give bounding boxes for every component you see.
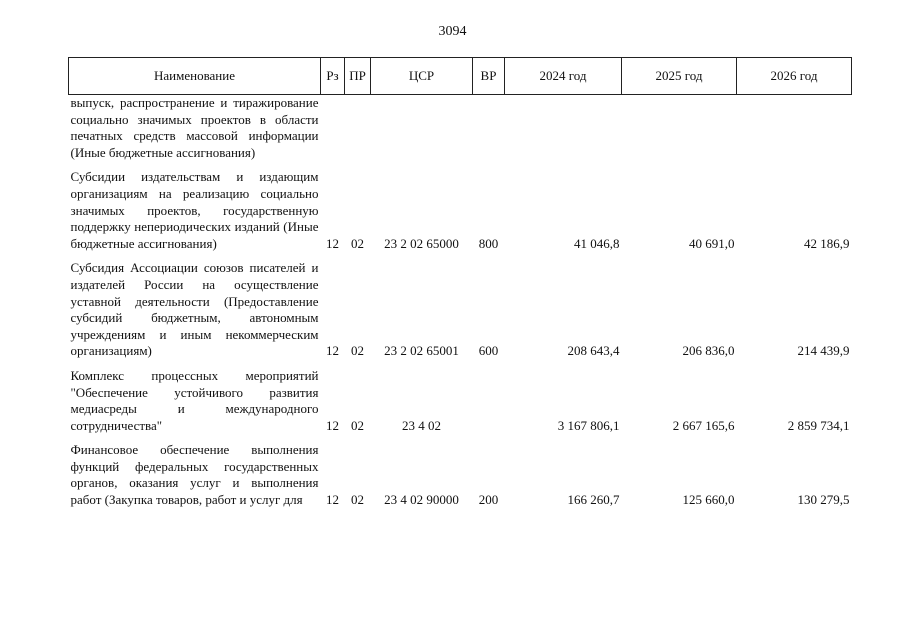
row-vr: 200 (478, 492, 499, 508)
row-2024 (505, 95, 622, 162)
table-row (69, 260, 852, 360)
row-name: Комплекс процессных мероприятий "Обеспечение устойчивого развития медиасреды и международного сотрудничества" (70, 367, 319, 433)
row-vr: 800 (478, 235, 499, 251)
col-header-vr: ВР (473, 58, 505, 95)
row-csr: 23 4 02 (402, 417, 441, 433)
row-2026 (737, 95, 852, 162)
col-header-csr: ЦСР (371, 58, 473, 95)
row-rz: 12 (326, 343, 339, 359)
col-header-2025: 2025 год (622, 58, 737, 95)
row-2026: 214 439,9 (797, 343, 850, 359)
row-vr (473, 368, 505, 434)
row-vr (473, 95, 505, 162)
row-pr: 02 (351, 343, 364, 359)
row-pr (345, 95, 371, 162)
row-2025: 40 691,0 (689, 235, 735, 251)
row-csr: 23 2 02 65000 (384, 235, 459, 251)
table-header-row (69, 58, 852, 95)
row-2026: 42 186,9 (804, 235, 850, 251)
row-2026: 2 859 734,1 (787, 417, 850, 433)
table-row (69, 169, 852, 252)
row-name: Субсидии издательствам и издающим организациям на реализацию социально значимых проектов, государственную поддержку непериодических изданий (Иные бюджетные ассигнования) (70, 169, 319, 251)
row-2024: 166 260,7 (567, 492, 620, 508)
budget-table (68, 57, 852, 509)
row-csr (371, 95, 473, 162)
row-pr: 02 (351, 235, 364, 251)
row-csr: 23 4 02 90000 (384, 492, 459, 508)
table-row (69, 442, 852, 508)
row-pr: 02 (351, 417, 364, 433)
row-2025 (622, 95, 737, 162)
col-header-rz: Рз (321, 58, 345, 95)
row-2024: 3 167 806,1 (557, 417, 620, 433)
col-header-2026: 2026 год (737, 58, 852, 95)
table-row (69, 95, 852, 162)
page-number: 3094 (438, 24, 467, 39)
row-2025: 206 836,0 (682, 343, 735, 359)
row-2025: 2 667 165,6 (672, 417, 735, 433)
row-csr: 23 2 02 65001 (384, 343, 459, 359)
row-rz: 12 (326, 235, 339, 251)
row-rz: 12 (326, 417, 339, 433)
row-2024: 208 643,4 (567, 343, 620, 359)
row-name: выпуск, распространение и тиражирование социально значимых проектов в области печатных средств массовой информации (Иные бюджетные ассигнования) (70, 95, 319, 160)
row-name: Финансовое обеспечение выполнения функций федеральных государственных органов, оказания услуг и выполнения работ (Закупка товаров, работ и услуг для (70, 442, 319, 508)
col-header-pr: ПР (345, 58, 371, 95)
row-pr: 02 (351, 492, 364, 508)
row-rz (321, 95, 345, 162)
row-2024: 41 046,8 (574, 235, 620, 251)
col-header-2024: 2024 год (505, 58, 622, 95)
table-row (69, 368, 852, 434)
row-2026: 130 279,5 (797, 492, 850, 508)
row-vr: 600 (478, 343, 499, 359)
row-2025: 125 660,0 (682, 492, 735, 508)
row-rz: 12 (326, 492, 339, 508)
row-name: Субсидия Ассоциации союзов писателей и издателей России на осуществление уставной деятельности (Предоставление субсидий бюджетным, автономным учреждениям и иным некоммерческим организациям) (70, 260, 319, 359)
col-header-name: Наименование (69, 58, 321, 95)
